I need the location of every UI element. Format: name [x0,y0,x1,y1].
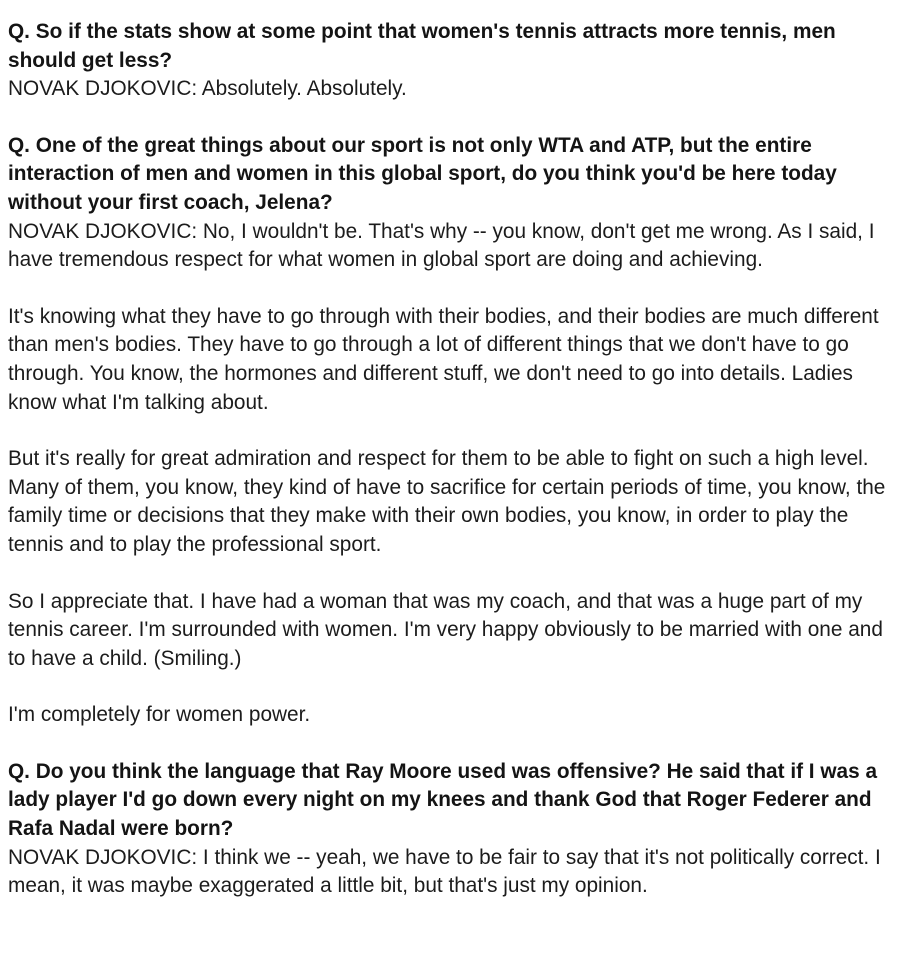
spacer [8,673,894,701]
spacer [8,417,894,445]
answer-paragraph: So I appreciate that. I have had a woman that was my coach, and that was a huge part of my tennis career. I'm surrounded with women. I'm very happy obviously to be married with one and to have a child. (Smiling.) [8,589,883,670]
qa-block-1 [8,18,894,104]
question-text: Q. So if the stats show at some point that women's tennis attracts more tennis, men should get less? [8,20,836,72]
qa-block-3 [8,758,894,901]
question-text: Q. One of the great things about our sport is not only WTA and ATP, but the entire interaction of men and women in this global sport, do you think you'd be here today without your first coach, Jelena? [8,133,837,214]
answer-text: NOVAK DJOKOVIC: Absolutely. Absolutely. [8,77,407,101]
answer-paragraph: I'm completely for women power. [8,703,311,727]
answer-text: NOVAK DJOKOVIC: No, I wouldn't be. That's why -- you know, don't get me wrong. As I said, I have tremendous respect for what women in global sport are doing and achieving. [8,219,875,272]
spacer [8,560,894,588]
answer-text: NOVAK DJOKOVIC: I think we -- yeah, we have to be fair to say that it's not politically correct. I mean, it was maybe exaggerated a little bit, but that's just my opinion. [8,845,881,898]
spacer [8,104,894,132]
transcript [8,18,894,901]
spacer [8,730,894,758]
question-text: Q. Do you think the language that Ray Moore used was offensive? He said that if I was a lady player I'd go down every night on my knees and thank God that Roger Federer and Rafa Nadal were born? [8,759,878,841]
spacer [8,275,894,303]
answer-paragraph: But it's really for great admiration and respect for them to be able to fight on such a high level. Many of them, you know, they kind of have to sacrifice for certain periods of time, you know, the family time or decisions that they make with their own bodies, you know, in order to play the tennis and to play the professional sport. [8,447,886,556]
answer-paragraph: It's knowing what they have to go through with their bodies, and their bodies are much different than men's bodies. They have to go through a lot of different things that we don't have to go through. You know, the hormones and different stuff, we don't need to go into details. Ladies know what I'm talking about. [8,304,879,414]
qa-block-2 [8,132,894,730]
